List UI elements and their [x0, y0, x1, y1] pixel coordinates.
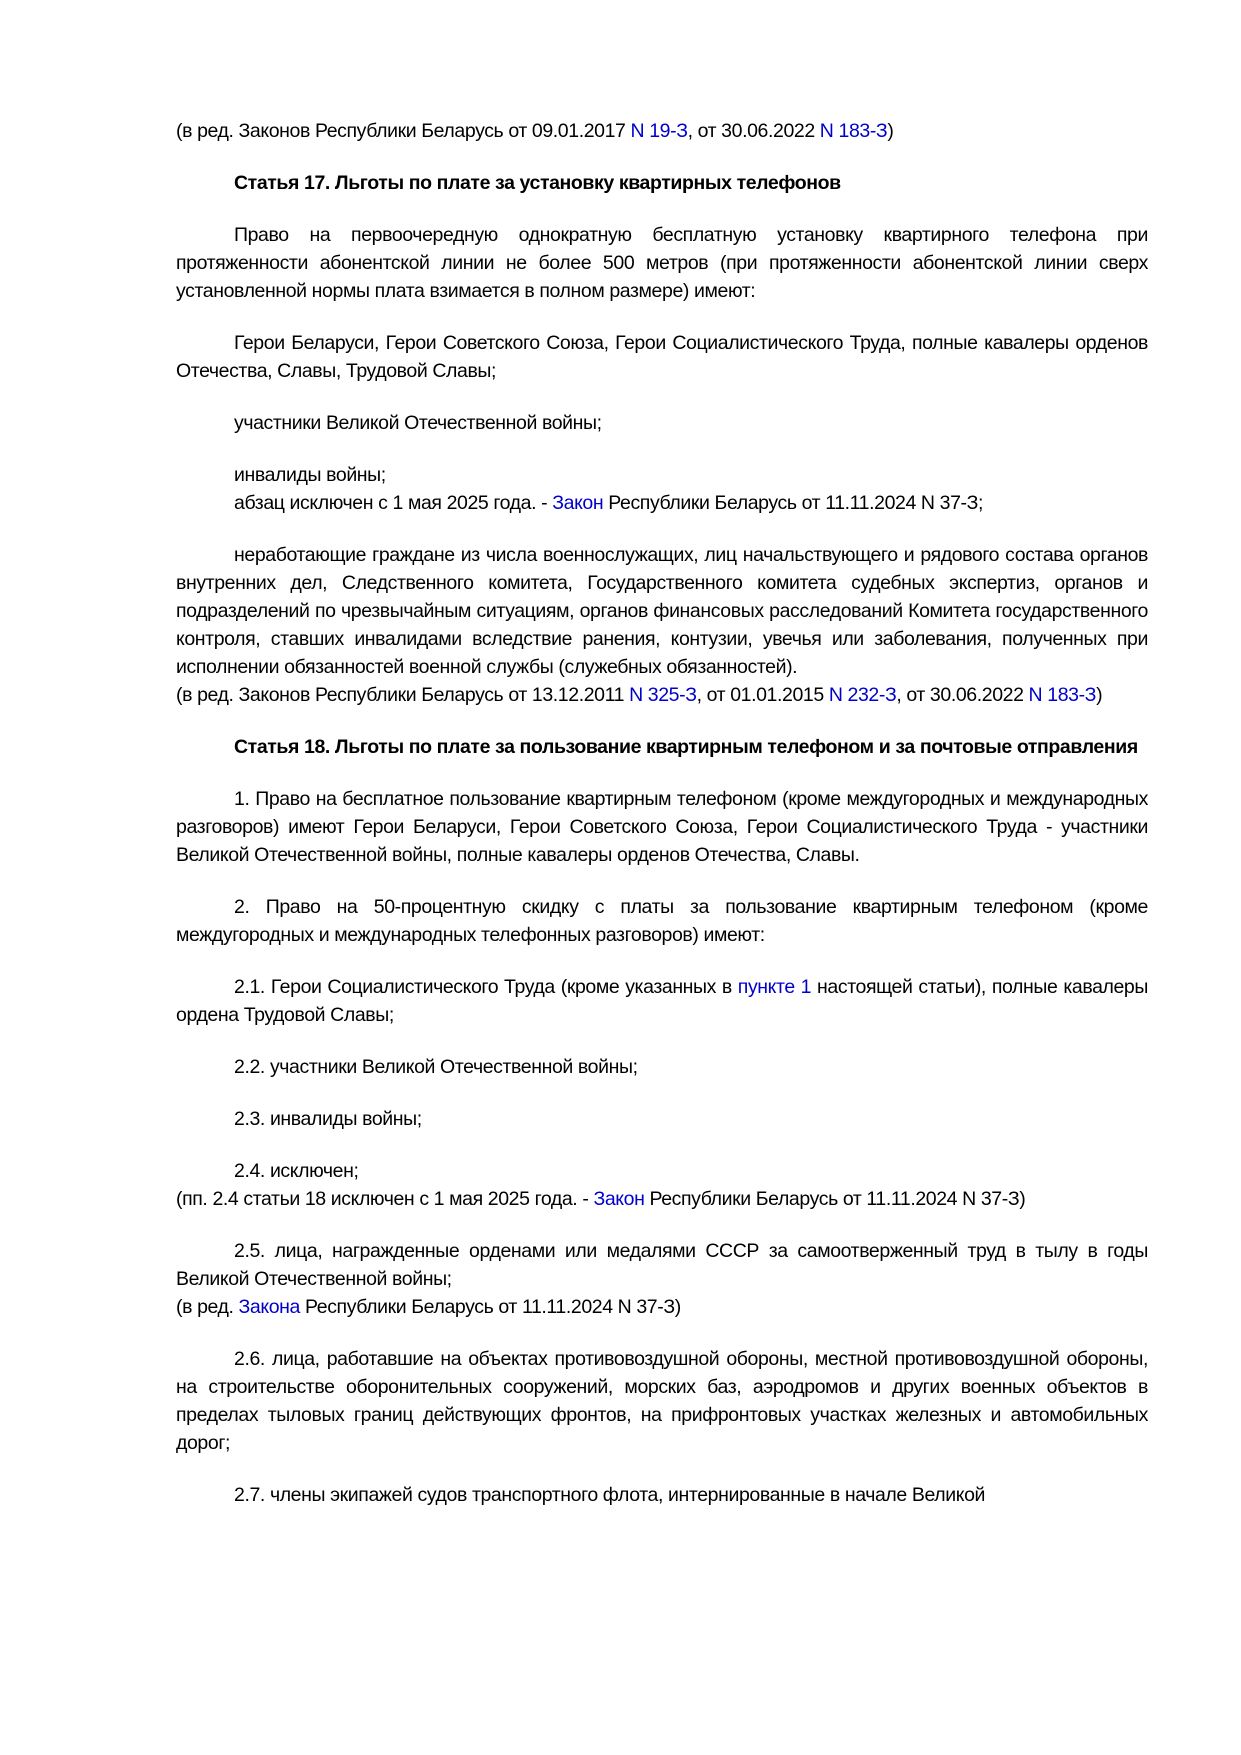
paragraph [176, 1053, 1148, 1081]
article-heading [176, 169, 1148, 197]
text-run: 2.6. лица, работавшие на объектах противовоздушной обороны, местной противовоздушной обороны, на строительстве оборонительных сооружений, морских баз, аэродромов и других военных объектов в пределах тыловых границ действующих фронтов, на прифронтовых участках железных и автомобильных дорог; [176, 1348, 1148, 1454]
paragraph [176, 489, 1148, 517]
text-run: 2.3. инвалиды войны; [234, 1108, 422, 1130]
paragraph [176, 461, 1148, 489]
paragraph [176, 1293, 1148, 1321]
text-run: Герои Беларуси, Герои Советского Союза, Герои Социалистического Труда, полные кавалеры орденов Отечества, Славы, Трудовой Славы; [176, 332, 1148, 382]
article-heading [176, 733, 1148, 761]
paragraph [176, 785, 1148, 869]
paragraph [176, 329, 1148, 385]
law-reference-link[interactable]: Закон [552, 492, 604, 514]
paragraph [176, 681, 1148, 709]
law-reference-link[interactable]: Закона [238, 1296, 300, 1318]
text-run: Право на первоочередную однократную бесплатную установку квартирного телефона при протяженности абонентской линии не более 500 метров (при протяженности абонентской линии сверх установленной нормы плата взимается в полном размере) имеют: [176, 224, 1148, 302]
law-reference-link[interactable]: N 183-З [1028, 684, 1097, 706]
text-run: Статья 18. Льготы по плате за пользование квартирным телефоном и за почтовые отправления [234, 736, 1138, 758]
paragraph [176, 893, 1148, 949]
paragraph [176, 541, 1148, 681]
text-run: , от 01.01.2015 [696, 684, 829, 706]
text-run: 2.2. участники Великой Отечественной войны; [234, 1056, 638, 1078]
law-reference-link[interactable]: N 232-З [828, 684, 897, 706]
text-run: Республики Беларусь от 11.11.2024 N 37-З) [299, 1296, 681, 1318]
paragraph [176, 1157, 1148, 1185]
paragraph [176, 1185, 1148, 1213]
text-run: (в ред. [176, 1296, 239, 1318]
text-run: Республики Беларусь от 11.11.2024 N 37-З; [603, 492, 984, 514]
paragraph [176, 1237, 1148, 1293]
text-run: ) [1096, 684, 1103, 706]
document-page [176, 117, 1148, 1509]
text-run: инвалиды войны; [234, 464, 386, 486]
text-run: неработающие граждане из числа военнослужащих, лиц начальствующего и рядового состава органов внутренних дел, Следственного комитета, Государственного комитета судебных экспертиз, органов и подразделений по чрезвычайным ситуациям, органов финансовых расследований Комитета государственного контроля, ставших инвалидами вследствие ранения, контузии, увечья или заболевания, полученных при исполнении обязанностей военной службы (служебных обязанностей). [176, 544, 1148, 678]
text-run: 2.5. лица, награжденные орденами или медалями СССР за самоотверженный труд в тылу в годы Великой Отечественной войны; [176, 1240, 1148, 1290]
text-run: (в ред. Законов Республики Беларусь от 09.01.2017 [176, 120, 631, 142]
law-reference-link[interactable]: пункте 1 [737, 976, 812, 998]
paragraph [176, 1481, 1148, 1509]
text-run: участники Великой Отечественной войны; [234, 412, 602, 434]
paragraph [176, 973, 1148, 1029]
paragraph [176, 221, 1148, 305]
text-run: 1. Право на бесплатное пользование квартирным телефоном (кроме междугородных и международных разговоров) имеют Герои Беларуси, Герои Советского Союза, Герои Социалистического Труда - участники Великой Отечественной войны, полные кавалеры орденов Отечества, Славы. [176, 788, 1148, 866]
text-run: настоящей статьи), полные кавалеры ордена Трудовой Славы; [176, 976, 1148, 1026]
text-run: абзац исключен с 1 мая 2025 года. - [234, 492, 553, 514]
paragraph [176, 409, 1148, 437]
text-run: (пп. 2.4 статьи 18 исключен с 1 мая 2025 года. - [176, 1188, 594, 1210]
text-run: Статья 17. Льготы по плате за установку квартирных телефонов [234, 172, 841, 194]
paragraph [176, 1105, 1148, 1133]
law-reference-link[interactable]: N 19-З [630, 120, 688, 142]
paragraph [176, 117, 1148, 145]
text-run: ) [887, 120, 894, 142]
text-run: , от 30.06.2022 [687, 120, 820, 142]
text-run: 2.1. Герои Социалистического Труда (кроме указанных в [234, 976, 738, 998]
law-reference-link[interactable]: N 183-З [819, 120, 888, 142]
text-run: 2.4. исключен; [234, 1160, 359, 1182]
text-run: 2. Право на 50-процентную скидку с платы за пользование квартирным телефоном (кроме междугородных и международных телефонных разговоров) имеют: [176, 896, 1148, 946]
law-reference-link[interactable]: Закон [593, 1188, 645, 1210]
text-run: 2.7. члены экипажей судов транспортного флота, интернированные в начале Великой [234, 1484, 986, 1506]
text-run: , от 30.06.2022 [896, 684, 1029, 706]
paragraph [176, 1345, 1148, 1457]
text-run: Республики Беларусь от 11.11.2024 N 37-З) [644, 1188, 1026, 1210]
text-run: (в ред. Законов Республики Беларусь от 13.12.2011 [176, 684, 630, 706]
law-reference-link[interactable]: N 325-З [629, 684, 697, 706]
